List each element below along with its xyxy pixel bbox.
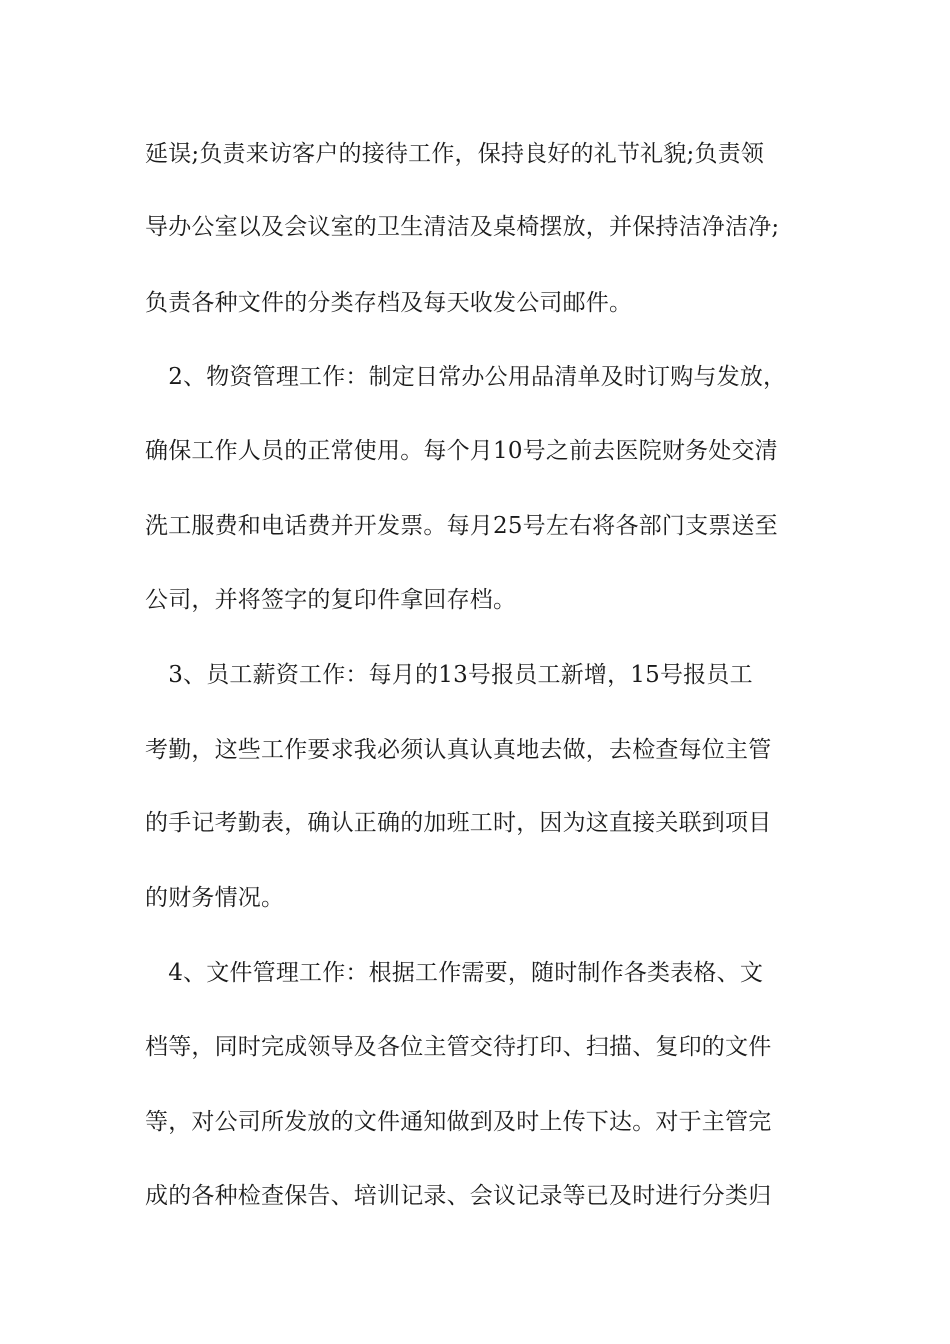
- text-line: 延误;负责来访客户的接待工作，保持良好的礼节礼貌;负责领: [145, 141, 765, 167]
- text-line: 成的各种检查保告、培训记录、会议记录等已及时进行分类归: [145, 1183, 772, 1209]
- text-line: 4、文件管理工作：根据工作需要，随时制作各类表格、文: [145, 960, 764, 986]
- text-line: 等，对公司所发放的文件通知做到及时上传下达。对于主管完: [145, 1109, 772, 1135]
- text-line: 导办公室以及会议室的卫生清洁及桌椅摆放，并保持洁净洁净;: [145, 214, 780, 240]
- text-line: 公司，并将签字的复印件拿回存档。: [145, 587, 517, 613]
- text-line: 的手记考勤表，确认正确的加班工时，因为这直接关联到项目: [145, 810, 772, 836]
- text-line: 确保工作人员的正常使用。每个月10号之前去医院财务处交清: [145, 438, 778, 464]
- text-line: 考勤，这些工作要求我必须认真认真地去做，去检查每位主管: [145, 737, 772, 763]
- text-line: 档等，同时完成领导及各位主管交待打印、扫描、复印的文件: [145, 1034, 772, 1060]
- text-line: 的财务情况。: [145, 885, 285, 911]
- text-line: 负责各种文件的分类存档及每天收发公司邮件。: [145, 290, 633, 316]
- text-line: 2、物资管理工作：制定日常办公用品清单及时订购与发放，: [145, 364, 787, 390]
- text-line: 洗工服费和电话费并开发票。每月25号左右将各部门支票送至: [145, 513, 778, 539]
- text-line: 3、员工薪资工作：每月的13号报员工新增，15号报员工: [145, 662, 753, 688]
